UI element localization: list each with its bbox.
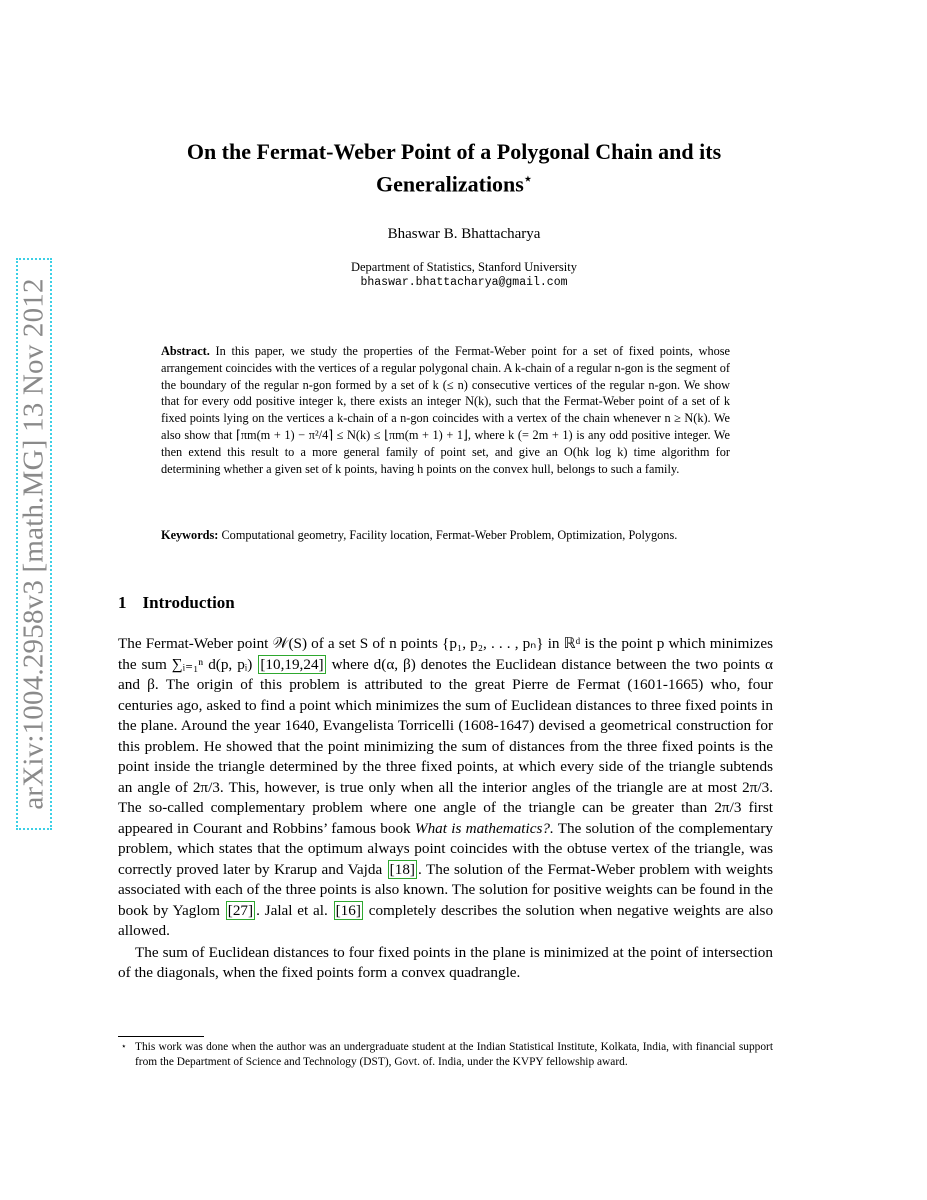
- affiliation: Department of Statistics, Stanford University: [350, 260, 577, 274]
- book-title: What is mathematics?.: [414, 819, 554, 837]
- abstract-text: In this paper, we study the properties of the Fermat-Weber point for a set of fixed points, whose arrangement coincides with the vertices of a regular polygonal chain. A k-chain of a regular n-gon is the segment of the boundary of the regular n-gon formed by a set of k (≤ n) consecutive vertices of the regular n-gon. We show that for every odd positive integer k, there exists an integer N(k), such that the Fermat-Weber point of a set of k fixed points lying on the vertices a k-chain of a n-gon coincides with a vertex of the chain whenever n ≥ N(k). We also show that ⌈πm(m + 1) − π²/4⌉ ≤ N(k) ≤ ⌊πm(m + 1) + 1⌋, where k (= 2m + 1) is any odd positive integer. We then extend this result to a more general family of point set, and give an O(hk log k) time algorithm for determining whether a given set of k points, having h points on the convex hull, belongs to such a family.: [161, 344, 730, 476]
- introduction-body: [118, 634, 773, 984]
- abstract: [161, 343, 730, 477]
- section-heading: [118, 593, 235, 613]
- citation-link[interactable]: [27]: [227, 901, 254, 919]
- author-email[interactable]: bhaswar.bhattacharya@gmail.com: [360, 276, 568, 289]
- citation-link[interactable]: [16]: [335, 901, 361, 919]
- intro-text-f: completely describes the solution when negative weights are also allowed.: [118, 901, 774, 939]
- intro-text-b: where d(α, β) denotes the Euclidean distance between the two points α and β. The origin of this problem is attributed to the great Pierre de Fermat (1601-1665) who, four centuries ago, asked to find a point which minimizes the sum of Euclidean distances to three fixed points in the plane. Around the year 1640, Evangelista Torricelli (1608-1647) devised a geometrical construction for this problem. He showed that the point minimizing the sum of distances from the three fixed points is the point inside the triangle determined by the three fixed points, at which every side of the triangle subtends an angle of 2π/3. This, however, is true only when all the interior angles of the triangle are at most 2π/3. The so-called complementary problem where one angle of the triangle can be greater than 2π/3 first appeared in Courant and Robbins’ famous book: [118, 655, 774, 837]
- footnote-text: This work was done when the author was an undergraduate student at the Indian Statistical Institute, Kolkata, India, with financial support from the Department of Science and Technology (DST), Govt. of. India, under the KVPY fellowship award.: [135, 1041, 773, 1068]
- citation-link[interactable]: [10,19,24]: [260, 655, 324, 673]
- title-footnote-mark: ⋆: [523, 171, 532, 186]
- section-title: Introduction: [142, 593, 235, 612]
- title-line-2: Generalizations: [375, 171, 524, 197]
- paper-title: [120, 138, 788, 197]
- footnote: [118, 1040, 773, 1070]
- intro-paragraph-2: The sum of Euclidean distances to four fixed points in the plane is minimized at the point of intersection of the diagonals, when the fixed points form a convex quadrangle.: [118, 943, 773, 981]
- footnote-mark: ⋆: [121, 1041, 127, 1051]
- intro-text-e: . Jalal et al.: [256, 901, 328, 919]
- intro-text-d: . The solution of the Fermat-Weber problem with weights associated with each of the three points is also known. The solution for positive weights can be found in the book by Yaglom: [118, 860, 773, 919]
- affiliation-block: [120, 259, 808, 291]
- footnote-rule: [118, 1036, 204, 1037]
- abstract-label: Abstract.: [161, 344, 210, 358]
- intro-text-c: The solution of the complementary problem, which states that the optimum always point coincides with the obtuse vertex of the triangle, was correctly proved later by Krarup and Vajda: [118, 819, 774, 878]
- intro-paragraph-1: [118, 634, 773, 942]
- intro-text-a: The Fermat-Weber point 𝒲(S) of a set S of n points {p₁, p₂, . . . , pₙ} in ℝᵈ is the point p which minimizes the sum ∑ᵢ₌₁ⁿ d(p, pᵢ): [118, 635, 773, 673]
- author-name: Bhaswar B. Bhattacharya: [387, 226, 541, 242]
- title-line-1: On the Fermat-Weber Point of a Polygonal Chain and its: [186, 139, 722, 164]
- keywords: [161, 527, 730, 544]
- keywords-label: Keywords:: [161, 528, 219, 542]
- keywords-text: Computational geometry, Facility location, Fermat-Weber Problem, Optimization, Polygons.: [221, 528, 678, 542]
- section-number: 1: [118, 593, 127, 612]
- citation-link[interactable]: [18]: [389, 860, 415, 878]
- arxiv-stamp: arXiv:1004.2958v3 [math.MG] 13 Nov 2012: [17, 278, 50, 810]
